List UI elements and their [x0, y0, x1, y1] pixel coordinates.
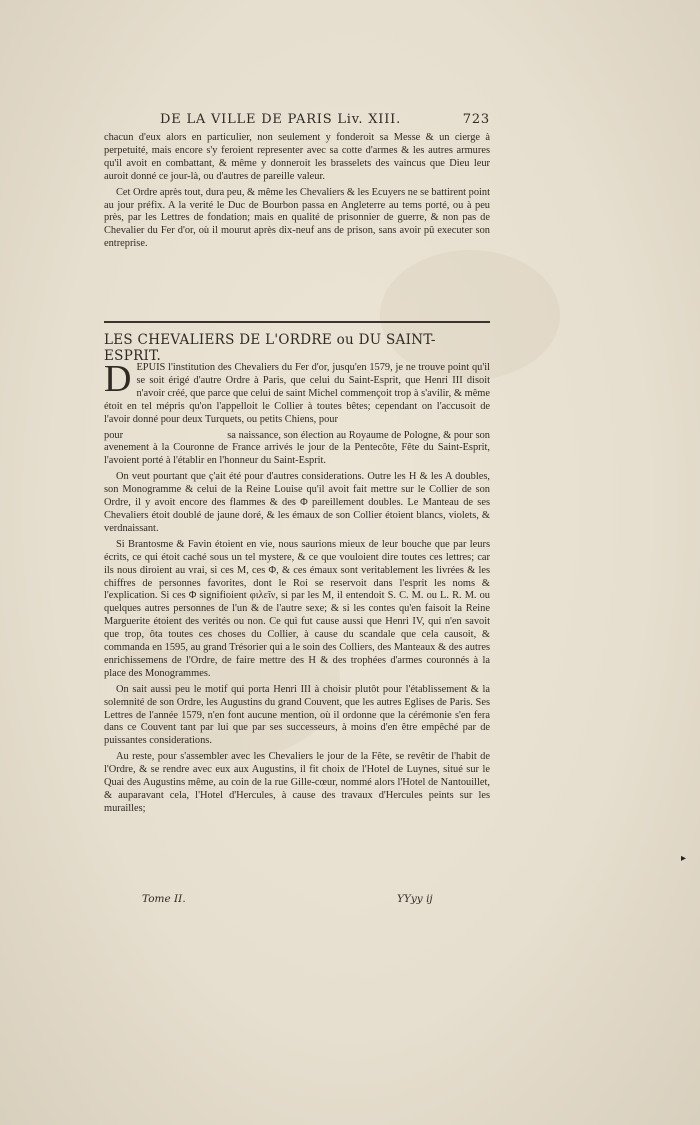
running-header [160, 112, 490, 127]
page-footer [142, 893, 462, 905]
volume-label: Tome II. [142, 893, 186, 905]
paragraph: pour sa naissance, son élection au Royaume de Pologne, & pour son avenement à la Couronne de France arrivés le jour de la Pentecôte, Fête du Saint-Esprit, l'avoient porté à l'établir en l'honneur du Saint-Esprit. [104, 429, 493, 467]
running-title: DE LA VILLE DE PARIS Liv. XIII. [160, 112, 402, 127]
margin-arrow-icon: ▸ [680, 853, 686, 864]
section-text-block [104, 358, 493, 819]
opening-text: l'institution des Chevaliers du Fer d'or, jusqu'en 1579, je ne trouve point qu'il se soit érigé d'autre Ordre à Paris, que celui du Saint-Esprit, que Henri III disoit n'avoir créé, que parce que celui de saint Michel commençoit trop à s'avilir, & même étoit en tel mépris qu'on l'appelloit le Collier à toutes bêtes; cependant on l'accusoit de l'avoir donné pour deux Turquets, ou petits Chiens, pour [104, 362, 490, 425]
paragraph: On veut pourtant que ç'ait été pour d'autres considerations. Outre les H & les A doubles, son Monogramme & celui de la Reine Louise qu'il avoit fait mettre sur le Collier de son Ordre, il y avoit encore des flammes & des Φ pareillement doubles. Le Manteau de ses Chevaliers étoit doublé de jaune doré, & les émaux de son Collier étoient blancs, violets, & verdnaissant. [104, 471, 490, 534]
drop-cap: D [104, 358, 132, 400]
paragraph: Si Brantosme & Favin étoient en vie, nous saurions mieux de leur bouche que par leurs écrits, ce qui étoit caché sous un tel mystere, & ce que vouloient dire toutes ces lettres; car ils nous diroient au vrai, si ces M, ces Φ, & ces émaux sont veritablement les livrées & les chiffres de personnes favorites, dont le Roi se reservoit dans l'esprit les noms & l'explication. Si ces Φ signifioient φιλεῖν, si par les M, il entendoit S. C. M. ou L. R. M. ou quelques autres personnes de l'un & de l'autre sexe; & si les contes qu'en faisoit la Reine Marguerite étoient des verités ou non. Ce qui fut cause aussi que Henri IV, qui n'en savoit que trop, ôta toutes ces choses du Collier, à cause du scandale que cela causoit, & commanda en 1595, au grand Trésorier qui a le soin des Colliers, des Manteaux & des autres enrichissemens de l'Ordre, de faire mettre des H & des trophées d'armes couronnés à la place des Monogrammes. [104, 538, 490, 679]
signature-mark: YYyy ij [397, 893, 433, 905]
opening-lead-word: EPUIS [136, 362, 166, 373]
section-heading: LES CHEVALIERS DE L'ORDRE ou DU SAINT-ESPRIT. [104, 332, 436, 364]
page-number: 723 [462, 112, 490, 127]
top-text-block [104, 132, 490, 254]
paragraph: On sait aussi peu le motif qui porta Henri III à choisir plutôt pour l'établissement & la solemnité de son Ordre, les Augustins du grand Couvent, que les autres Eglises de Paris. Ses Lettres de l'année 1579, n'en font aucune mention, où il ordonne que la cérémonie s'en fera dans ce Couvent tant par lui que par ses successeurs, à moins d'en être empêché par de puissantes considerations. [104, 683, 490, 747]
opening-paragraph [104, 358, 490, 427]
paragraph: Au reste, pour s'assembler avec les Chevaliers le jour de la Fête, se revêtir de l'habit de l'Ordre, & se rendre avec eux aux Augustins, il fit choix de l'Hotel de Luynes, situé sur le Quai des Augustins même, au coin de la rue Gille-cœur, nommé alors l'Hotel de Nantouillet, & auparavant cela, l'Hotel d'Hercules, à cause des travaux d'Hercules peints sur les murailles; [104, 751, 490, 814]
paragraph: Cet Ordre après tout, dura peu, & même les Chevaliers & les Ecuyers ne se battirent point au jour préfix. A la verité le Duc de Bourbon passa en Angleterre au tems porté, ou à peu près, par les Lettres de fondation; mais en qualité de prisonnier de guerre, & non pas de Chevalier du Fer d'or, où il mourut après dix-neuf ans de prison, sans avoir pû executer son entreprise. [104, 186, 490, 250]
continued-paragraph: chacun d'eux alors en particulier, non seulement y fonderoit sa Messe & un cierge à perpetuité, mais encore s'y feroient representer avec sa cotte d'armes & les autres armures qu'il avoit en combattant, & même y donneroit les brasselets des vaincus que Dieu leur auroit donné ce jour-là, ou d'autres de pareille valeur. [104, 132, 490, 182]
section-divider [104, 321, 490, 323]
